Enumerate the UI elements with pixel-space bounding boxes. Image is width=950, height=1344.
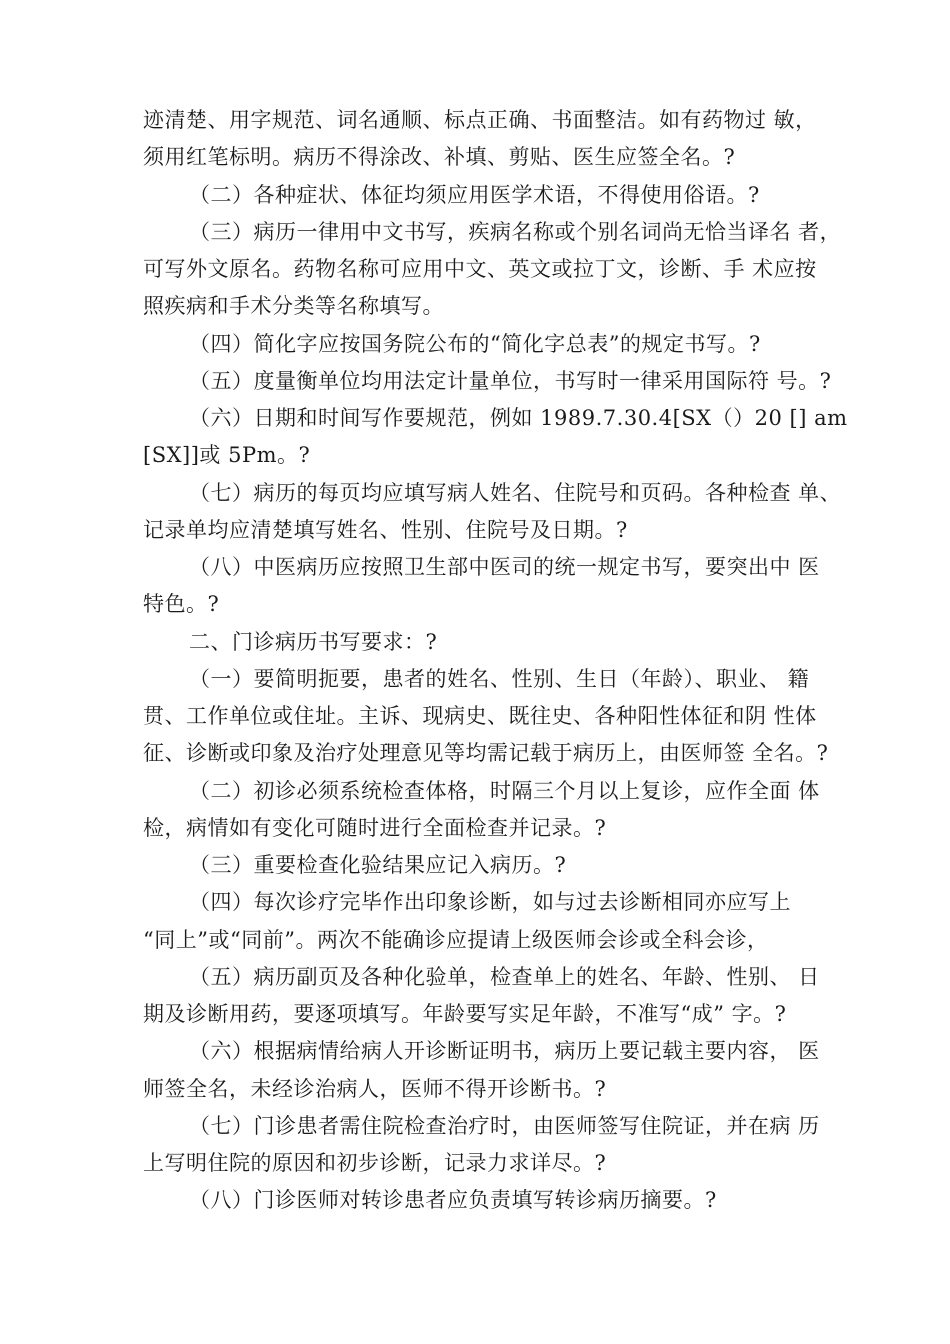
- text-line: （二）初诊必须系统检查体格，时隔三个月以上复诊，应作全面 体: [189, 779, 820, 803]
- text-line: 期及诊断用药，要逐项填写。年龄要写实足年龄，不准写“成” 字。?: [143, 1002, 787, 1026]
- text-line: （三）病历一律用中文书写，疾病名称或个别名词尚无恰当译名 者，: [189, 220, 842, 244]
- text-line: 可写外文原名。药物名称可应用中文、英文或拉丁文，诊断、手 术应按: [143, 257, 817, 281]
- text-line: 检，病情如有变化可随时进行全面检查并记录。?: [143, 816, 607, 840]
- text-line: （五）度量衡单位均用法定计量单位，书写时一律采用国际符 号。?: [189, 369, 832, 393]
- text-line: “同上”或“同前”。两次不能确诊应提请上级医师会诊或全科会诊，: [143, 928, 769, 952]
- text-line: （二）各种症状、体征均须应用医学术语，不得使用俗语。?: [189, 183, 760, 207]
- section-heading: 二、门诊病历书写要求：?: [189, 630, 438, 654]
- text-line: （七）门诊患者需住院检查治疗时，由医师签写住院证，并在病 历: [189, 1114, 820, 1138]
- text-line: （六）日期和时间写作要规范，例如 1989.7.30.4[SX（）20 [] am: [189, 406, 848, 430]
- text-line: 记录单均应清楚填写姓名、性别、住院号及日期。?: [143, 518, 628, 542]
- text-line: （四）每次诊疗完毕作出印象诊断，如与过去诊断相同亦应写上: [189, 890, 791, 914]
- text-line: 照疾病和手术分类等名称填写。: [143, 294, 444, 318]
- text-line: 征、诊断或印象及治疗处理意见等均需记载于病历上，由医师签 全名。?: [143, 741, 829, 765]
- text-line: （三）重要检查化验结果应记入病历。?: [189, 853, 567, 877]
- text-line: （六）根据病情给病人开诊断证明书，病历上要记载主要内容， 医: [189, 1039, 820, 1063]
- text-line: 上写明住院的原因和初步诊断，记录力求详尽。?: [143, 1151, 607, 1175]
- text-line: （七）病历的每页均应填写病人姓名、住院号和页码。各种检查 单、: [189, 481, 842, 505]
- text-line: （一）要简明扼要，患者的姓名、性别、生日（年龄）、职业、 籍: [189, 667, 810, 691]
- text-line: （四）简化字应按国务院公布的“简化字总表”的规定书写。?: [189, 332, 761, 356]
- text-line: 师签全名，未经诊治病人，医师不得开诊断书。?: [143, 1077, 607, 1101]
- text-line: （八）中医病历应按照卫生部中医司的统一规定书写，要突出中 医: [189, 555, 820, 579]
- text-line: （八）门诊医师对转诊患者应负责填写转诊病历摘要。?: [189, 1188, 717, 1212]
- text-line: 特色。?: [143, 592, 220, 616]
- text-line: （五）病历副页及各种化验单，检查单上的姓名、年龄、性别、 日: [189, 965, 820, 989]
- text-line: 迹清楚、用字规范、词名通顺、标点正确、书面整洁。如有药物过 敏，: [143, 108, 817, 132]
- text-line: 贯、工作单位或住址。主诉、现病史、既往史、各种阳性体征和阴 性体: [143, 704, 817, 728]
- text-line: [SX]]或 5Pm。?: [143, 443, 311, 467]
- text-line: 须用红笔标明。病历不得涂改、补填、剪贴、医生应签全名。?: [143, 145, 736, 169]
